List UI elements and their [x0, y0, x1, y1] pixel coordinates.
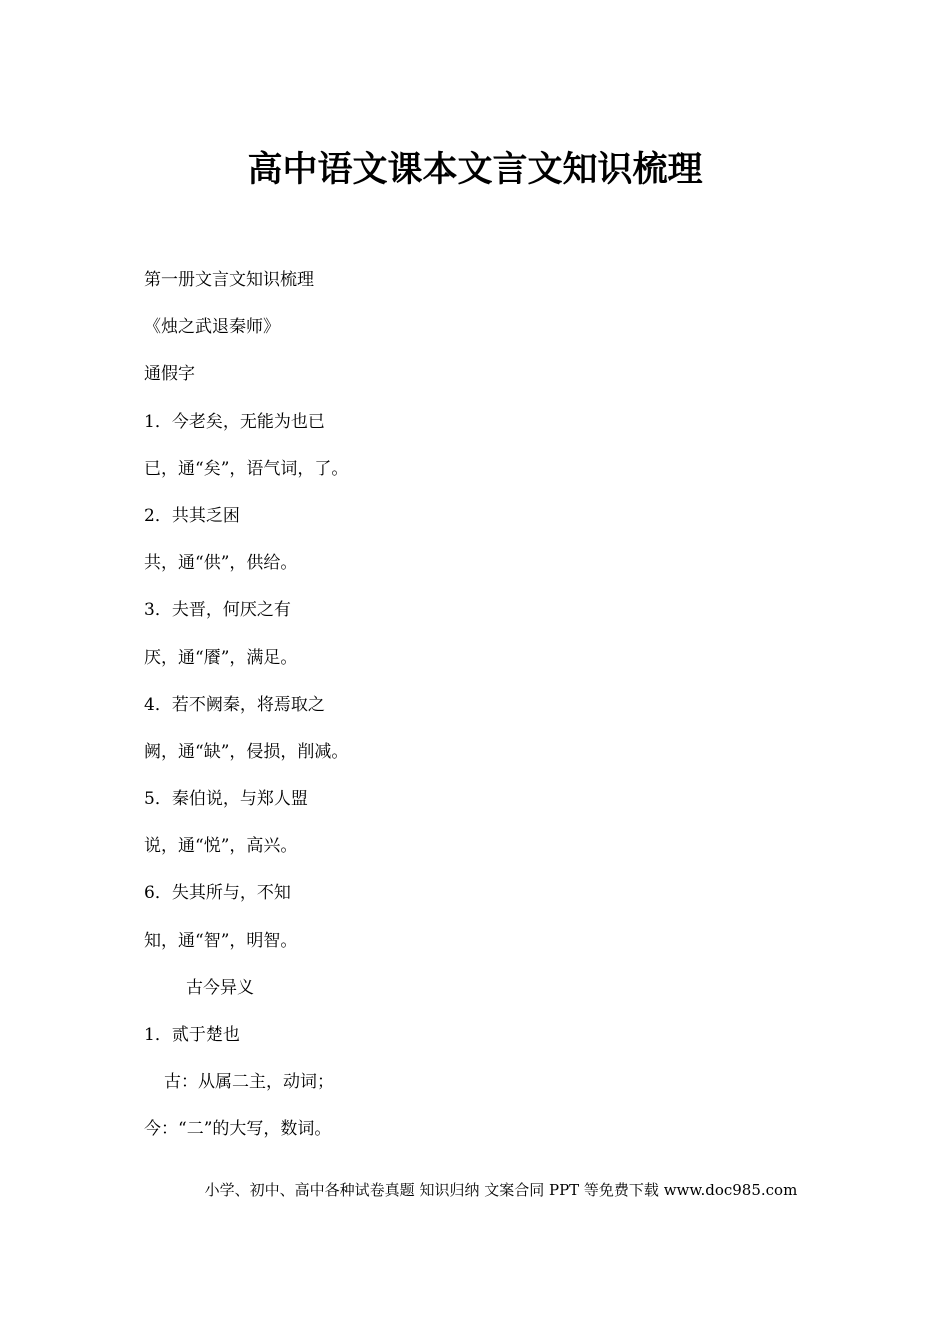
explanation-line: 已，通“矣”，语气词，了。 [144, 458, 349, 479]
document-body [144, 266, 844, 1163]
explanation-line: 说，通“悦”，高兴。 [144, 836, 298, 857]
subsection-heading: 古今异义 [186, 977, 254, 998]
example-sentence: 2．共其乏困 [144, 505, 240, 526]
example-sentence: 4．若不阙秦，将焉取之 [144, 694, 325, 715]
example-sentence: 3．夫晋，何厌之有 [144, 600, 291, 621]
explanation-line: 厌，通“餍”，满足。 [144, 647, 298, 668]
footer-text: 小学、初中、高中各种试卷真题 知识归纳 文案合同 PPT 等免费下载 www.doc985.com [204, 1181, 798, 1199]
page-footer [0, 1178, 950, 1202]
explanation-line: 古：从属二主，动词； [164, 1072, 334, 1093]
page-title: 高中语文课本文言文知识梳理 [247, 150, 703, 190]
example-sentence: 5．秦伯说，与郑人盟 [144, 789, 308, 810]
explanation-line: 今：“二”的大写，数词。 [144, 1119, 332, 1140]
explanation-line: 知，通“智”，明智。 [144, 930, 298, 951]
example-sentence: 6．失其所与，不知 [144, 883, 291, 904]
article-title: 《烛之武退秦师》 [144, 317, 280, 338]
example-sentence: 1．贰于楚也 [144, 1025, 240, 1045]
explanation-line: 阙，通“缺”，侵损，削减。 [144, 741, 349, 762]
subsection-heading: 通假字 [144, 364, 195, 385]
example-sentence: 1．今老矣，无能为也已 [144, 411, 325, 432]
section-heading: 第一册文言文知识梳理 [144, 270, 314, 290]
explanation-line: 共，通“供”，供给。 [144, 553, 298, 574]
